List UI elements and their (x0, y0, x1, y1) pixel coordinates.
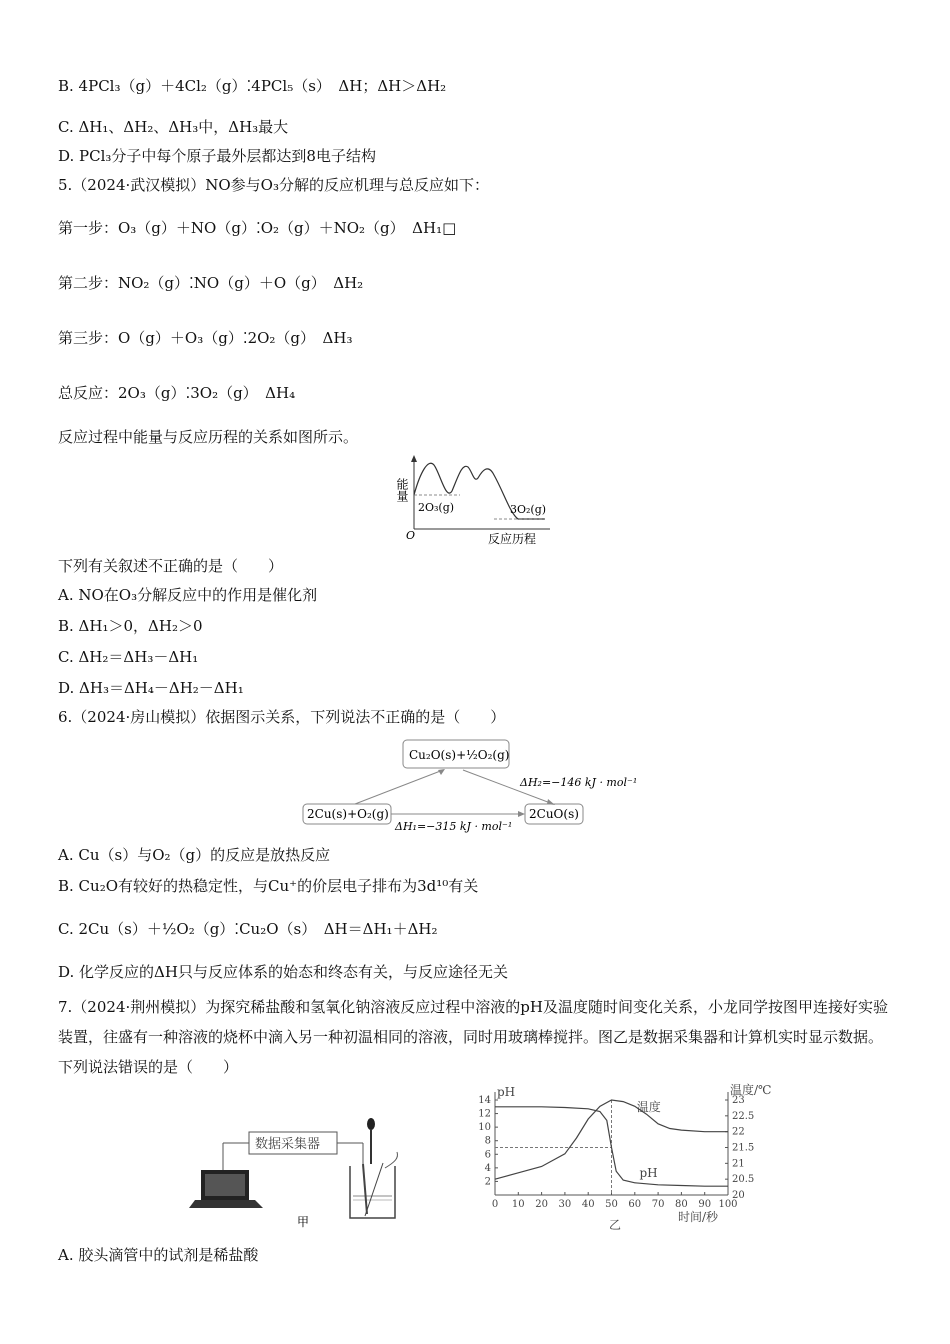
y-right-tick-label: 21 (732, 1158, 745, 1170)
dh2-label: ΔH₂=−146 kJ · mol⁻¹ (520, 776, 638, 789)
y-left-tick-label: 14 (478, 1095, 491, 1106)
y-right-tick-label: 23 (732, 1095, 745, 1106)
y-left-tick-label: 10 (478, 1122, 491, 1134)
temperature-series-label: 温度 (636, 1100, 661, 1115)
end-state-label: 3O₂(g) (510, 503, 547, 516)
dropper-icon (367, 1118, 375, 1164)
laptop-icon (189, 1170, 263, 1208)
start-state-label: 2O₃(g) (418, 501, 455, 514)
step-1: 第一步：O₃（g）＋NO（g）⁚O₂（g）＋NO₂（g） ΔH₁□ (58, 219, 457, 237)
option-a7: A. 胶头滴管中的试剂是稀盐酸 (58, 1246, 259, 1264)
y-right-tick-label: 20 (732, 1190, 745, 1201)
option-c5: C. ΔH₂＝ΔH₃－ΔH₁ (58, 648, 199, 666)
figure-a-caption: 甲 (297, 1215, 310, 1229)
x-tick-label: 20 (535, 1199, 548, 1210)
y-left-tick-label: 8 (484, 1135, 491, 1147)
step-3: 第三步：O（g）＋O₃（g）⁚2O₂（g） ΔH₃ (58, 329, 353, 347)
x-tick-label: 0 (491, 1199, 499, 1210)
step-2: 第二步：NO₂（g）⁚NO（g）＋O（g） ΔH₂ (58, 274, 364, 292)
y-left-tick-label: 12 (478, 1108, 491, 1120)
origin-label: O (406, 529, 416, 542)
option-c6: C. 2Cu（s）＋½O₂（g）⁚Cu₂O（s） ΔH＝ΔH₁＋ΔH₂ (58, 920, 438, 938)
q5-ask: 下列有关叙述不正确的是（ ） (58, 557, 284, 575)
option-d4: D. PCl₃分子中每个原子最外层都达到8电子结构 (58, 147, 376, 165)
y-right-axis-label: 温度/℃ (730, 1083, 772, 1097)
x-tick-label: 70 (651, 1199, 665, 1210)
data-collector-label: 数据采集器 (255, 1137, 321, 1152)
option-b6: B. Cu₂O有较好的热稳定性，与Cu⁺的价层电子排布为3d¹⁰有关 (58, 877, 479, 895)
option-b5: B. ΔH₁＞0，ΔH₂＞0 (58, 617, 203, 635)
q5-description: 反应过程中能量与反应历程的关系如图所示。 (58, 428, 359, 446)
x-tick-label: 40 (581, 1199, 595, 1210)
y-left-tick-label: 4 (484, 1162, 491, 1174)
option-b4: B. 4PCl₃（g）＋4Cl₂（g）⁚4PCl₅（s） ΔH；ΔH＞ΔH₂ (58, 77, 447, 95)
option-c4: C. ΔH₁、ΔH₂、ΔH₃中，ΔH₃最大 (58, 118, 289, 136)
question-5: 5.（2024·武汉模拟）NO参与O₃分解的反应机理与总反应如下： (58, 176, 489, 194)
option-a5: A. NO在O₃分解反应中的作用是催化剂 (58, 586, 318, 604)
option-a6: A. Cu（s）与O₂（g）的反应是放热反应 (58, 846, 331, 864)
x-tick-label: 90 (698, 1199, 712, 1210)
x-tick-label: 50 (605, 1199, 618, 1210)
x-axis-label: 时间/秒 (677, 1210, 719, 1224)
option-d6: D. 化学反应的ΔH只与反应体系的始态和终态有关，与反应途径无关 (58, 963, 508, 981)
figure-b-caption: 乙 (608, 1218, 622, 1230)
question-6: 6.（2024·房山模拟）依据图示关系，下列说法不正确的是（ ） (58, 708, 506, 726)
cu2o-box-label: Cu₂O(s)+½O₂(g) (409, 748, 510, 762)
y-right-tick-label: 22.5 (732, 1110, 755, 1122)
x-tick-label: 100 (718, 1199, 738, 1210)
ph-series-label: pH (639, 1165, 658, 1180)
y-right-tick-label: 21.5 (732, 1142, 755, 1154)
option-d5: D. ΔH₃＝ΔH₄－ΔH₂－ΔH₁ (58, 679, 244, 697)
question-7: 7.（2024·荆州模拟）为探究稀盐酸和氢氧化钠溶液反应过程中溶液的pH及温度随时间变化关系，小龙同学按图甲连接好实验装置，往盛有一种溶液的烧杯中滴入另一种初温相同的溶液，同时用玻璃棒搅拌。图乙是数据采集器和计算机实时显示数据。下列说法错误的是（ ） (58, 998, 888, 1076)
cu-o2-box-label: 2Cu(s)+O₂(g) (307, 807, 389, 821)
x-tick-label: 30 (558, 1199, 572, 1210)
x-tick-label: 10 (511, 1199, 525, 1210)
dh1-label: ΔH₁=−315 kJ · mol⁻¹ (395, 820, 513, 833)
total-reaction: 总反应：2O₃（g）⁚3O₂（g） ΔH₄ (58, 384, 296, 402)
reaction-path-label: 反应历程 (488, 532, 537, 546)
energy-diagram (390, 453, 560, 548)
energy-axis-label: 能量 (395, 478, 409, 502)
y-left-tick-label: 6 (484, 1149, 491, 1161)
y-left-tick-label: 2 (484, 1176, 491, 1188)
cuo-box-label: 2CuO(s) (529, 807, 579, 821)
hess-cycle-diagram (295, 736, 655, 836)
x-tick-label: 80 (675, 1199, 688, 1210)
series-line-ph (495, 1107, 728, 1186)
y-right-tick-label: 20.5 (732, 1174, 755, 1186)
apparatus-diagram (185, 1118, 425, 1230)
y-right-tick-label: 22 (732, 1126, 745, 1138)
x-tick-label: 60 (628, 1199, 642, 1210)
ph-temperature-chart (470, 1080, 790, 1230)
beaker-icon (350, 1163, 395, 1218)
y-left-axis-label: pH (497, 1085, 516, 1099)
